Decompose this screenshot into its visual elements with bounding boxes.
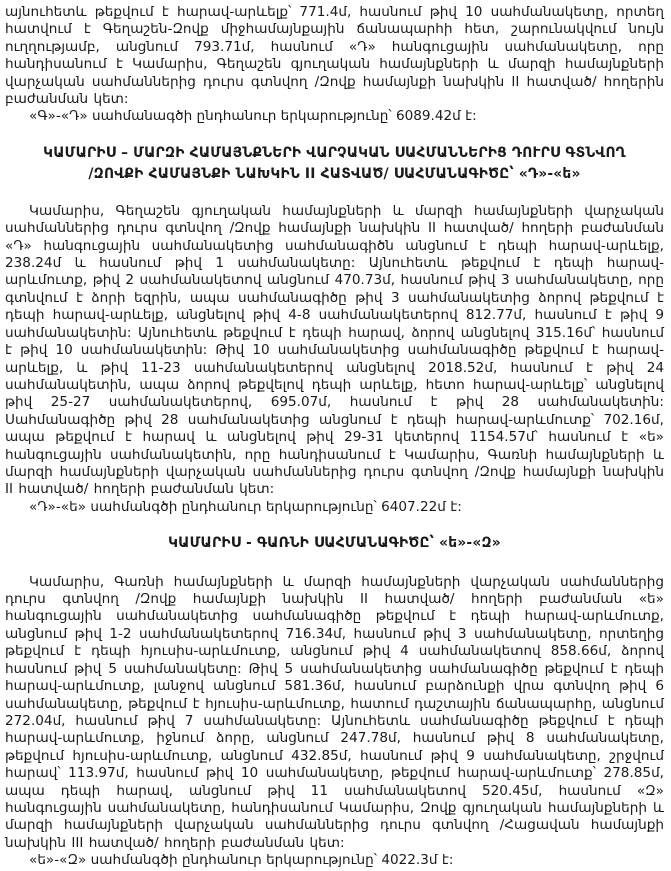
- section-heading-d-e-line1: ԿԱՄԱՐԻՍ – ՄԱՐԶԻ ՀԱՄԱՅՆՔՆԵՐԻ ՎԱՐՉԱԿԱՆ ՍԱՀՄԱՆՆԵՐԻՑ ԴՈՒՐՍ ԳՏՆՎՈՂ: [43, 144, 626, 161]
- section-heading-e-z: ԿԱՄԱՐԻՍ - ԳԱՌՆԻ ՍԱՀՄԱՆԱԳԻԾԸ՝ «ե»-«Զ»: [168, 535, 501, 552]
- intro-continuation-paragraph: այնուհետև թեքվում է հարավ-արևելք՝ 771.4մ, հասնում թիվ 10 սահմանակետը, որտեղ հատվում է Գեղաշեն-Զովք միջհամայնքային ճանապարհի հետ, շարունակվում նույն ուղղությամբ, անցնում 793.71մ, հասնում «Դ» հանգուցային սահմանակետը, որը հանդիսանում է Կամարիս, Գեղաշեն գյուղական համայնքների և մարզի համայնքների վարչական սահմաններից դուրս գտնվող /Զովք համայնքի նախկին II հատված/ հողերին բաժանման կետ:: [5, 4, 664, 108]
- boundary-g-d-total-length-line: «Գ»-«Դ» սահմանագծի ընդհանուր երկարությունը՝ 6089.42մ է:: [29, 108, 477, 125]
- section-heading-d-e-line2: /ԶՈՎՔԻ ՀԱՄԱՅՆՔԻ ՆԱԽԿԻՆ II ՀԱՏՎԱԾ/ ՍԱՀՄԱՆԱԳԻԾԸ՝ «Դ»-«ե»: [88, 166, 581, 183]
- boundary-d-e-total-length-line: «Դ»-«ե» սահմանգծի ընդհանուր երկարությունը՝ 6407.22մ է:: [29, 498, 462, 515]
- boundary-d-e-description-paragraph: Կամարիս, Գեղաշեն գյուղական համայնքների և մարզի համայնքների վարչական սահմաններից դուրս գտնվող /Զովք համայնքի նախկին II հատված/ հողերի բաժանման «Դ» հանգուցային սահմանակետից սահմանագիծն անցնում է դեպի հարավ-արևելք, 238.24մ և հասնում թիվ 1 սահմանակետը: Այնուհետև թեքվում է դեպի հարավ-արևմուտք, թիվ 2 սահմանակետով անցնում 470.73մ, հասնում թիվ 3 սահմանակետը, որը գտնվում է ձորի եզրին, ապա սահմանագիծը թիվ 3 սահմանակետից ձորով թեքվում է դեպի հարավ-արևելք, անցնելով թիվ 4-8 սահմանակետերով 812.77մ, հասնում է թիվ 9 սահմանակետին: Այնուհետև թեքվում է դեպի հարավ, ձորով անցնելով 315.16մ՝ հասնում է թիվ 10 սահմանակետին: Թիվ 10 սահմանակետից սահմանագիծը թեքվում է հարավ-արևելք, և թիվ 11-23 սահմանակետերով անցնելով 2018.52մ, հասնում է թիվ 24 սահմանակետին, ապա ձորով թեքվելով դեպի արևելք, հետո հարավ-արևելք՝ անցնելով թիվ 25-27 սահմանակետերով, 695.07մ, հասնում է թիվ 28 սահմանակետին: Սահմանագիծը թիվ 28 սահմանակետից անցնում է դեպի հարավ-արևմուտք՝ 702.16մ, ապա թեքվում է հարավ և անցնելով թիվ 29-31 կետերով 1154.57մ՝ հասնում է «ե» հանգուցային սահմանակետին, որը հանդիսանում է Կամարիս, Գառնի համայնքների և մարզի համայնքների վարչական սահմաններից դուրս գտնվող /Զովք համայնքի նախկին II հատված/ հողերի բաժանման կետ:: [5, 202, 664, 498]
- section-heading-d-e: [13, 143, 656, 186]
- boundary-e-z-description-paragraph: Կամարիս, Գառնի համայնքների և մարզի համայնքների վարչական սահմաններից դուրս գտնվող /Զովք համայնքի նախկին II հատված/ հողերի բաժանման «ե» հանգուցային սահմանակետից սահմանագիծը թեքվում է դեպի հարավ-արևմուտք, անցնում թիվ 1-2 սահմանակետերով 716.34մ, հասնում թիվ 3 սահմանակետը, որտեղից թեքվում է դեպի հյուսիս-արևմուտք, անցնում թիվ 4 սահմանակետով 858.66մ, ձորով հասնում թիվ 5 սահմանակետը: Թիվ 5 սահմանակետից սահմանագիծը թեքվում է դեպի հարավ-արևմուտք, լանջով անցնում 581.36մ, հասնում բարձունքի վրա գտնվող թիվ 6 սահմանակետը, թեքվում է հյուսիս-արևմուտք, հատում դաշտային ճանապարհը, անցնում 272.04մ, հասնում թիվ 7 սահմանակետը: Այնուհետև սահմանագիծը թեքվում է դեպի հարավ-արևմուտք, իջնում ձորը, անցնում 247.78մ, հասնում թիվ 8 սահմանակետը, թեքվում հյուսիս-արևմուտք, անցնում 432.85մ, հասնում թիվ 9 սահմանակետը, շրջվում հարավ՝ 113.97մ, հասնում թիվ 10 սահմանակետը, թեքվում հարավ-արևմուտք՝ 278.85մ, ապա դեպի հարավ, անցնում թիվ 11 սահմանակետով 520.45մ, հասնում «Զ» հանգուցային սահմանակետը, հանդիսանում Կամարիս, Զովք գյուղական համայնքների և մարզի համայնքների վարչական սահմաններից դուրս գտնվող /Հացավան համայնքի նախկին III հատված/ հողերի բաժանման կետ:: [5, 573, 664, 851]
- boundary-e-z-total-length-line: «ե»-«Զ» սահմանգծի ընդհանուր երկարությունը՝ 4022.3մ է:: [29, 852, 454, 869]
